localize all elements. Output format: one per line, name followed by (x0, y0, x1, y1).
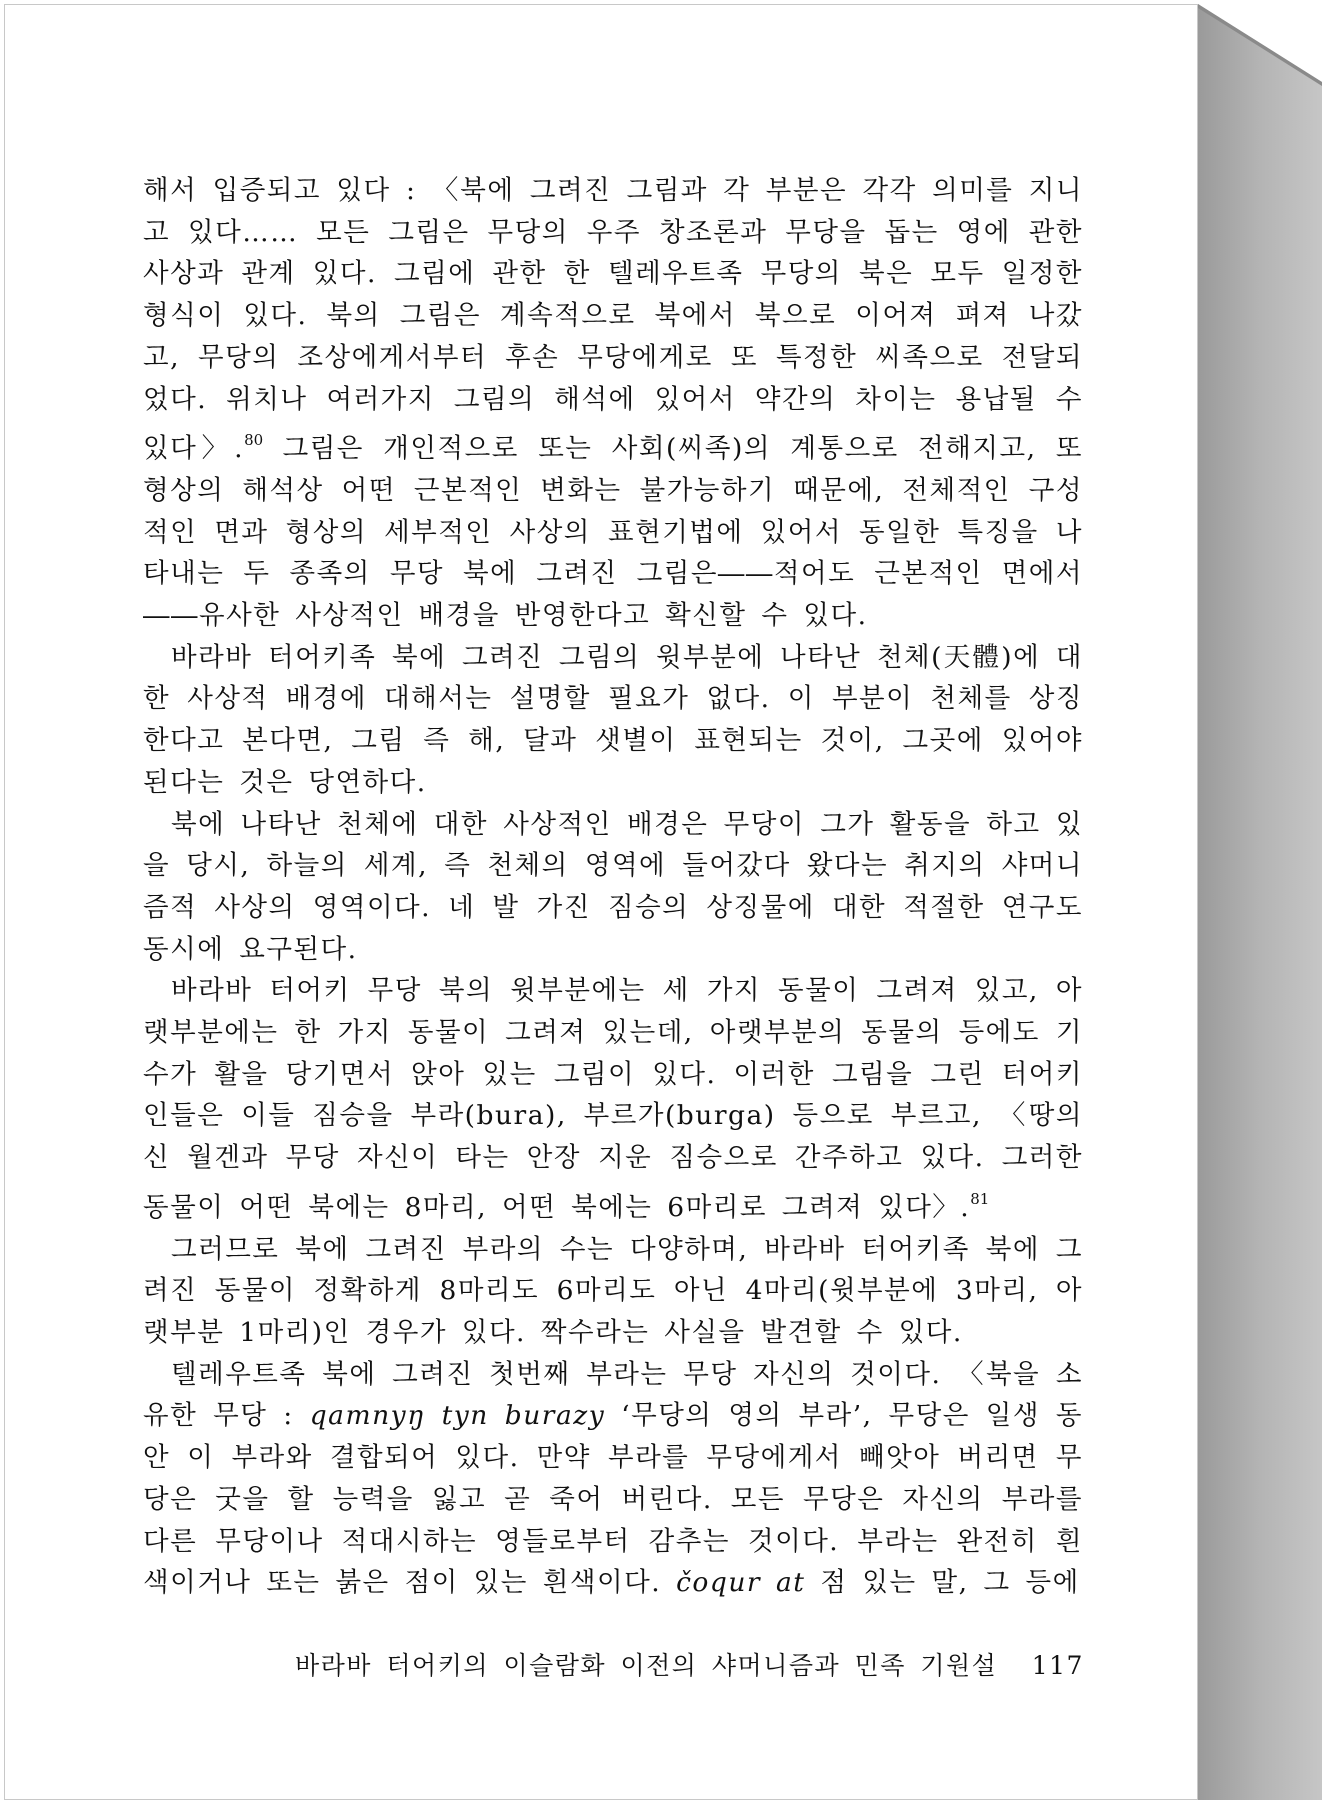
paragraph (143, 804, 1083, 971)
text-run: 북에 나타난 천체에 대한 사상적인 배경은 무당이 그가 활동을 하고 있을 당시, 하늘의 세계, 즉 천체의 영역에 들어갔다 왔다는 취지의 샤머니즘적 사상의 영역이다. 네 발 가진 짐승의 상징물에 대한 적절한 연구도 동시에 요구된다. (143, 808, 1083, 965)
text-run: 그러므로 북에 그려진 부라의 수는 다양하며, 바라바 터어키족 북에 그려진 동물이 정확하게 8마리도 6마리도 아닌 4마리(윗부분에 3마리, 아랫부분 1마리)인 경우가 있다. 짝수라는 사실을 발견할 수 있다. (143, 1233, 1083, 1348)
running-title: 바라바 터어키의 이슬람화 이전의 샤머니즘과 민족 기원설 (295, 1651, 998, 1680)
italic-term: qamnyŋ tyn burazy (309, 1400, 606, 1432)
page-number: 117 (1031, 1651, 1084, 1680)
paragraph (143, 170, 1083, 637)
paragraph (143, 1229, 1083, 1354)
page-footer (295, 1646, 1084, 1682)
footnote-ref: 80 (244, 431, 264, 450)
text-run: 바라바 터어키족 북에 그려진 그림의 윗부분에 나타난 천체(天體)에 대한 사상적 배경에 대해서는 설명할 필요가 없다. 이 부분이 천체를 상징한다고 본다면, 그림 즉 해, 달과 샛별이 표현되는 것이, 그곳에 있어야 된다는 것은 당연하다. (143, 641, 1083, 798)
paragraph (143, 1354, 1083, 1604)
paragraph (143, 637, 1083, 804)
text-run: 점 있는 말, 그 등에 (805, 1567, 1080, 1599)
paragraph (143, 970, 1083, 1228)
book-thickness-edge (1198, 4, 1326, 1800)
text-run: 해서 입증되고 있다 : 〈북에 그려진 그림과 각 부분은 각각 의미를 지니고 있다…… 모든 그림은 무당의 우주 창조론과 무당을 돕는 영에 관한 사상과 관계 있다. 그림에 관한 한 텔레우트족 무당의 북은 모두 일정한 형식이 있다. 북의 그림은 계속적으로 북에서 북으로 이어져 펴져 나갔고, 무당의 조상에게서부터 후손 무당에게로 또 특정한 씨족으로 전달되었다. 위치나 여러가지 그림의 해석에 있어서 약간의 차이는 용납될 수 있다〉. (143, 175, 1083, 465)
text-run: 그림은 개인적으로 또는 사회(씨족)의 계통으로 전해지고, 또 형상의 해석상 어떤 근본적인 변화는 불가능하기 때문에, 전체적인 구성적인 면과 형상의 세부적인 사상의 표현기법에 있어서 동일한 특징을 나타내는 두 종족의 무당 북에 그려진 그림은――적어도 근본적인 면에서――유사한 사상적인 배경을 반영한다고 확신할 수 있다. (143, 433, 1083, 632)
text-run: 텔레우트족 북에 그려진 첫번째 부라는 무당 자신의 것이다. 〈북을 소유한 무당 : (143, 1358, 1083, 1432)
text-run: 바라바 터어키 무당 북의 윗부분에는 세 가지 동물이 그려져 있고, 아랫부분에는 한 가지 동물이 그려져 있는데, 아랫부분의 동물의 등에도 기수가 활을 당기면서 앉아 있는 그림이 있다. 이러한 그림을 그린 터어키인들은 이들 짐승을 부라(bura), 부르가(burga) 등으로 부르고, 〈땅의 신 월겐과 무당 자신이 타는 안장 지운 짐승으로 간주하고 있다. 그러한 동물이 어떤 북에는 8마리, 어떤 북에는 6마리로 그려져 있다〉. (143, 975, 1083, 1223)
text-run: ‘무당의 영의 부라’, 무당은 일생 동안 이 부라와 결합되어 있다. 만약 부라를 무당에게서 빼앗아 버리면 무당은 굿을 할 능력을 잃고 곧 죽어 버린다. 모든 무당은 자신의 부라를 다른 무당이나 적대시하는 영들로부터 감추는 것이다. 부라는 완전히 흰색이거나 또는 붉은 점이 있는 흰색이다. (143, 1400, 1083, 1599)
footnote-ref: 81 (970, 1189, 990, 1208)
body-text (143, 170, 1083, 1604)
italic-term: čoqur at (676, 1567, 806, 1599)
